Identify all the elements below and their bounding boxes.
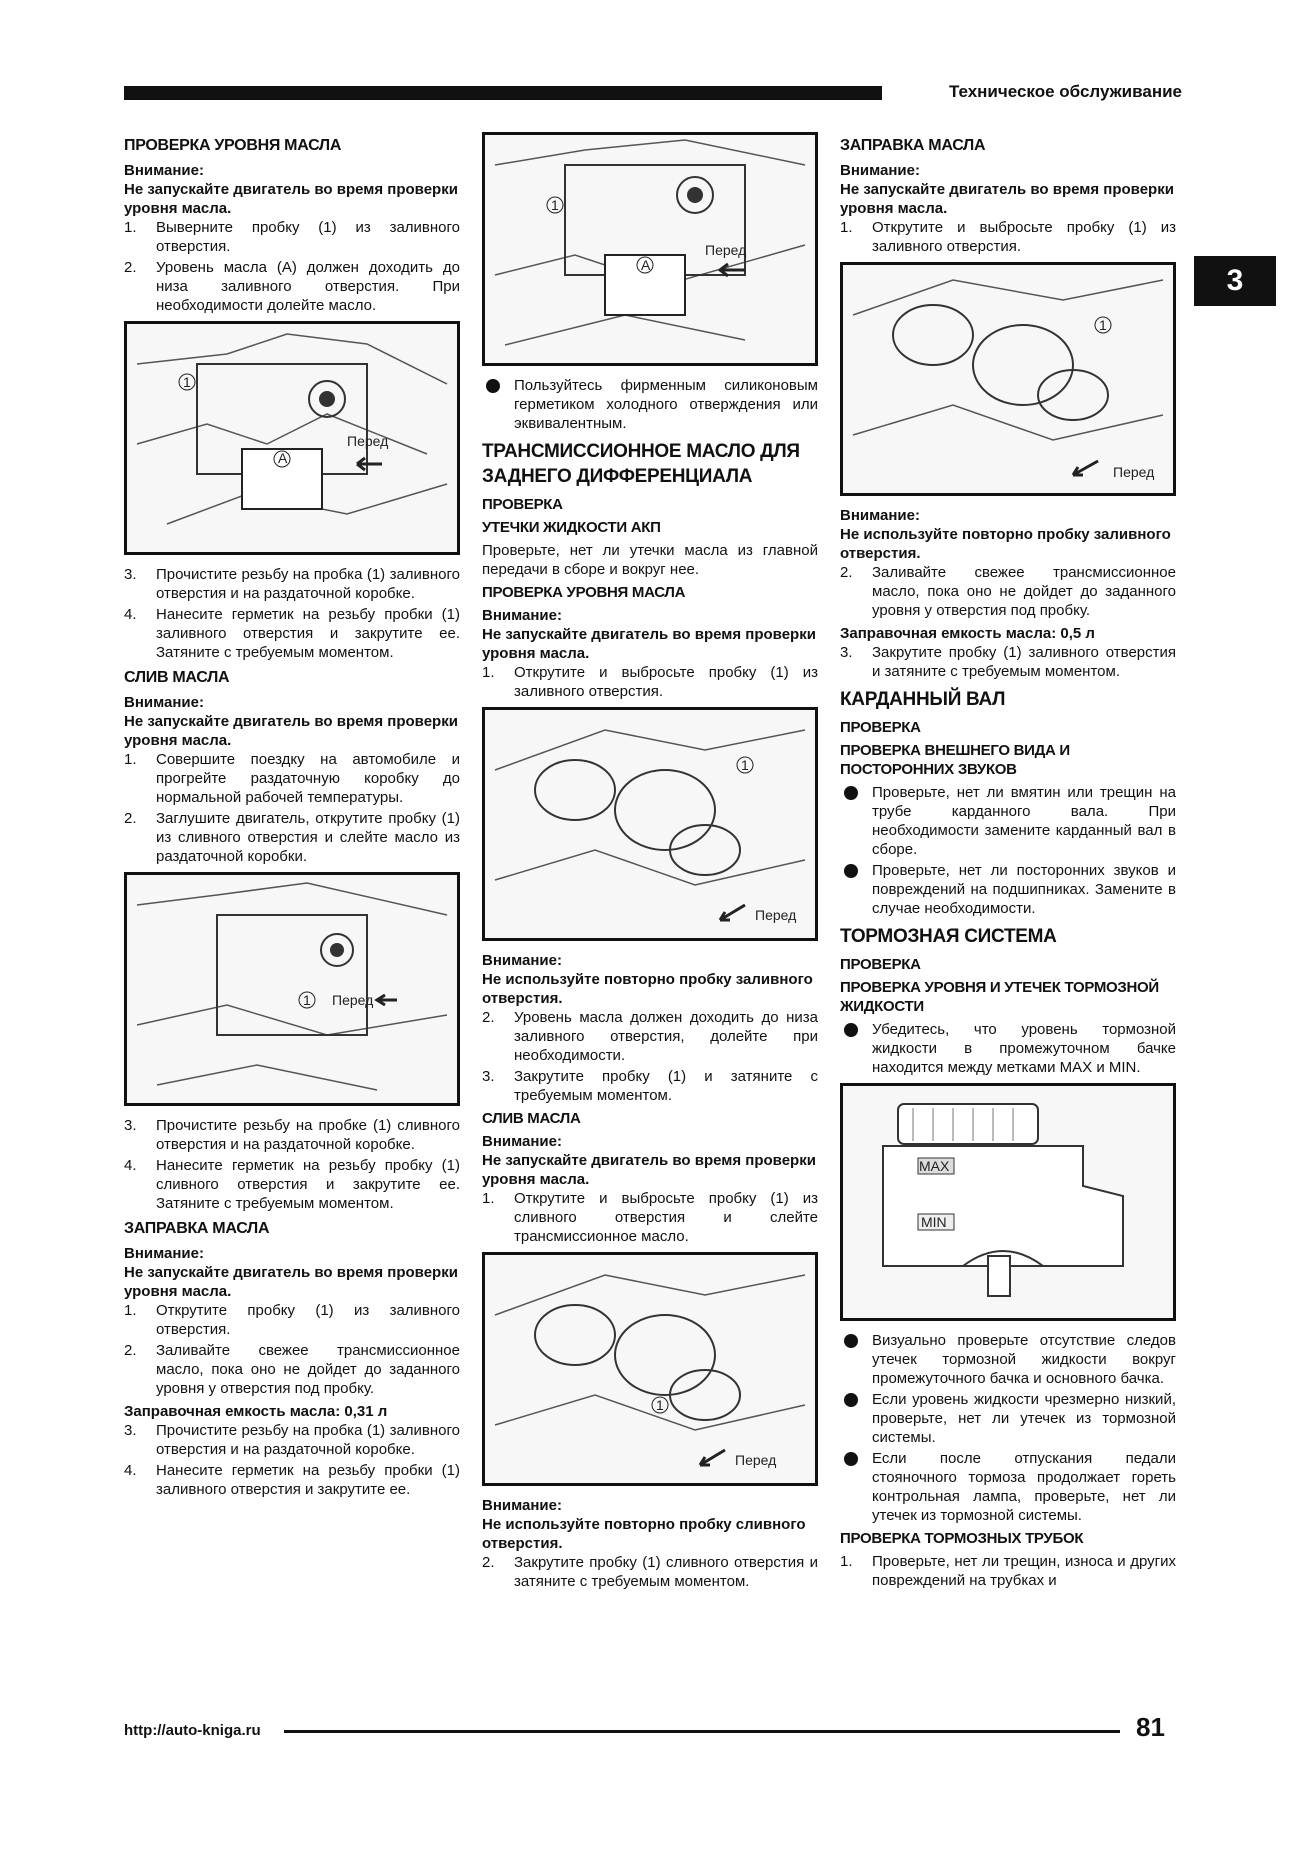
heading: ЗАПРАВКА МАСЛА xyxy=(840,137,986,154)
bullet: Проверьте, нет ли посторонних звуков и повреждений на подшипниках. Замените в случае необходимости. xyxy=(840,861,1176,918)
step: 2. Заливайте свежее трансмиссионное масло, пока оно не дойдет до заданного уровня у отверстия под пробку. xyxy=(840,564,1176,619)
svg-text:MAX: MAX xyxy=(919,1158,950,1174)
bullet: Пользуйтесь фирменным силиконовым герметиком холодного отверждения или эквивалентным. xyxy=(482,376,818,433)
svg-text:1: 1 xyxy=(183,374,191,390)
figure-rear-diff-refill xyxy=(840,262,1176,496)
heading: ПРОВЕРКА УРОВНЯ МАСЛА xyxy=(124,137,342,154)
bullet: Если уровень жидкости чрезмерно низкий, проверьте, нет ли утечек из тормозной системы. xyxy=(840,1390,1176,1447)
svg-text:1: 1 xyxy=(656,1397,664,1413)
step: 1. Открутите и выбросьте пробку (1) из сливного отверстия и слейте трансмиссионное масло. xyxy=(482,1190,818,1245)
heading: ТРАНСМИССИОННОЕ МАСЛО ДЛЯ ЗАДНЕГО ДИФФЕРЕНЦИАЛА xyxy=(482,441,800,487)
warning-text: Не запускайте двигатель во время проверки уровня масла. xyxy=(124,713,458,749)
heading: ТОРМОЗНАЯ СИСТЕМА xyxy=(840,926,1057,947)
footer-url[interactable]: http://auto-kniga.ru xyxy=(124,1722,261,1739)
warning-label: Внимание: xyxy=(482,952,562,969)
warning-text: Не запускайте двигатель во время проверки уровня масла. xyxy=(840,181,1174,217)
svg-text:Перед: Перед xyxy=(755,907,797,923)
step: 1. Открутите и выбросьте пробку (1) из заливного отверстия. xyxy=(482,664,818,700)
step: 3. Прочистите резьбу на пробка (1) заливного отверстия и на раздаточной коробке. xyxy=(124,566,460,602)
step: 1. Проверьте, нет ли трещин, износа и других повреждений на трубках и xyxy=(840,1553,1176,1589)
step: 1. Выверните пробку (1) из заливного отверстия. xyxy=(124,219,460,255)
warning-text: Не используйте повторно пробку заливного отверстия. xyxy=(482,971,813,1007)
step: 1. Открутите пробку (1) из заливного отверстия. xyxy=(124,1302,460,1338)
capacity-spec: Заправочная емкость масла: 0,31 л xyxy=(124,1403,388,1420)
svg-text:A: A xyxy=(641,257,651,273)
page-number: 81 xyxy=(1136,1712,1165,1742)
bullet: Визуально проверьте отсутствие следов утечек тормозной жидкости вокруг промежуточного бачка и основного бачка. xyxy=(840,1331,1176,1388)
step: 3. Прочистите резьбу на пробка (1) заливного отверстия и на раздаточной коробке. xyxy=(124,1422,460,1458)
svg-text:1: 1 xyxy=(551,197,559,213)
bullet: Если после отпускания педали стояночного тормоза продолжает гореть контрольная лампа, проверьте, нет ли утечек из тормозной системы. xyxy=(840,1449,1176,1525)
column-3 xyxy=(840,130,1176,1594)
step: 3. Прочистите резьбу на пробке (1) сливного отверстия и на раздаточной коробке. xyxy=(124,1117,460,1153)
warning-text: Не запускайте двигатель во время проверки уровня масла. xyxy=(124,181,458,217)
step: 3. Закрутите пробку (1) заливного отверстия и затяните с требуемым моментом. xyxy=(840,644,1176,680)
figure-brake-reservoir xyxy=(840,1083,1176,1321)
warning-label: Внимание: xyxy=(840,162,920,179)
subheading: ПРОВЕРКА ТОРМОЗНЫХ ТРУБОК xyxy=(840,1530,1084,1547)
heading: СЛИВ МАСЛА xyxy=(124,669,230,686)
step: 1. Открутите и выбросьте пробку (1) из заливного отверстия. xyxy=(840,219,1176,255)
chapter-tab: 3 xyxy=(1194,256,1276,306)
section-title: Техническое обслуживание xyxy=(948,82,1182,101)
step: 2. Уровень масла должен доходить до низа заливного отверстия, долейте при необходимости. xyxy=(482,1009,818,1064)
step: 2. Заглушите двигатель, открутите пробку (1) из сливного отверстия и слейте масло из раздаточной коробки. xyxy=(124,810,460,865)
svg-text:1: 1 xyxy=(303,992,311,1008)
warning-label: Внимание: xyxy=(482,607,562,624)
step: 2. Уровень масла (А) должен доходить до низа заливного отверстия. При необходимости долейте масло. xyxy=(124,259,460,314)
figure-rear-diff-drain xyxy=(482,1252,818,1486)
subheading: ПРОВЕРКА xyxy=(482,496,563,513)
warning-text: Не запускайте двигатель во время проверки уровня масла. xyxy=(482,1152,816,1188)
subheading: УТЕЧКИ ЖИДКОСТИ АКП xyxy=(482,519,661,536)
bullet: Проверьте, нет ли вмятин или трещин на трубе карданного вала. При необходимости замените карданный вал в сборе. xyxy=(840,783,1176,859)
svg-text:1: 1 xyxy=(741,757,749,773)
warning-text: Не используйте повторно пробку сливного отверстия. xyxy=(482,1516,806,1552)
subheading: ПРОВЕРКА ВНЕШНЕГО ВИДА И ПОСТОРОННИХ ЗВУКОВ xyxy=(840,742,1070,778)
subheading: СЛИВ МАСЛА xyxy=(482,1110,581,1127)
figure-rear-diff-fill xyxy=(482,707,818,941)
figure-fill-plug xyxy=(124,321,460,555)
warning-text: Не запускайте двигатель во время проверки уровня масла. xyxy=(482,626,816,662)
svg-text:A: A xyxy=(278,450,288,466)
subheading: ПРОВЕРКА xyxy=(840,956,921,973)
step: 2. Заливайте свежее трансмиссионное масло, пока оно не дойдет до заданного уровня у отверстия под пробку. xyxy=(124,1342,460,1397)
warning-label: Внимание: xyxy=(482,1497,562,1514)
paragraph: Проверьте, нет ли утечки масла из главной передачи в сборе и вокруг нее. xyxy=(482,542,818,578)
warning-text: Не используйте повторно пробку заливного отверстия. xyxy=(840,526,1171,562)
capacity-spec: Заправочная емкость масла: 0,5 л xyxy=(840,625,1095,642)
warning-label: Внимание: xyxy=(482,1133,562,1150)
subheading: ПРОВЕРКА УРОВНЯ МАСЛА xyxy=(482,584,686,601)
heading: ЗАПРАВКА МАСЛА xyxy=(124,1220,270,1237)
heading: КАРДАННЫЙ ВАЛ xyxy=(840,689,1006,710)
step: 3. Закрутите пробку (1) и затяните с требуемым моментом. xyxy=(482,1068,818,1104)
svg-text:MIN: MIN xyxy=(921,1214,947,1230)
step: 2. Закрутите пробку (1) сливного отверстия и затяните с требуемым моментом. xyxy=(482,1554,818,1590)
column-2 xyxy=(482,132,818,1595)
bullet: Убедитесь, что уровень тормозной жидкости в промежуточном бачке находится между метками MAX и MIN. xyxy=(840,1020,1176,1077)
subheading: ПРОВЕРКА xyxy=(840,719,921,736)
figure-fill-plug-2 xyxy=(482,132,818,366)
header-rule xyxy=(124,86,882,100)
svg-text:Перед: Перед xyxy=(1113,464,1155,480)
warning-text: Не запускайте двигатель во время проверки уровня масла. xyxy=(124,1264,458,1300)
footer-rule xyxy=(284,1730,1120,1733)
step: 4. Нанесите герметик на резьбу пробки (1) заливного отверстия и закрутите ее. Затяните с требуемым моментом. xyxy=(124,606,460,661)
subheading: ПРОВЕРКА УРОВНЯ И УТЕЧЕК ТОРМОЗНОЙ ЖИДКОСТИ xyxy=(840,979,1159,1015)
step: 4. Нанесите герметик на резьбу пробки (1) заливного отверстия и закрутите ее. xyxy=(124,1462,460,1498)
svg-text:Перед: Перед xyxy=(332,992,374,1008)
svg-text:Перед: Перед xyxy=(347,433,389,449)
step: 4. Нанесите герметик на резьбу пробку (1) сливного отверстия и закрутите ее. Затяните с требуемым моментом. xyxy=(124,1157,460,1212)
column-1 xyxy=(124,130,460,1503)
svg-text:Перед: Перед xyxy=(705,242,747,258)
figure-drain-plug xyxy=(124,872,460,1106)
warning-label: Внимание: xyxy=(124,1245,204,1262)
warning-label: Внимание: xyxy=(124,162,204,179)
warning-label: Внимание: xyxy=(124,694,204,711)
step: 1. Совершите поездку на автомобиле и прогрейте раздаточную коробку до нормальной рабочей температуры. xyxy=(124,751,460,806)
warning-label: Внимание: xyxy=(840,507,920,524)
svg-text:1: 1 xyxy=(1099,317,1107,333)
svg-text:Перед: Перед xyxy=(735,1452,777,1468)
